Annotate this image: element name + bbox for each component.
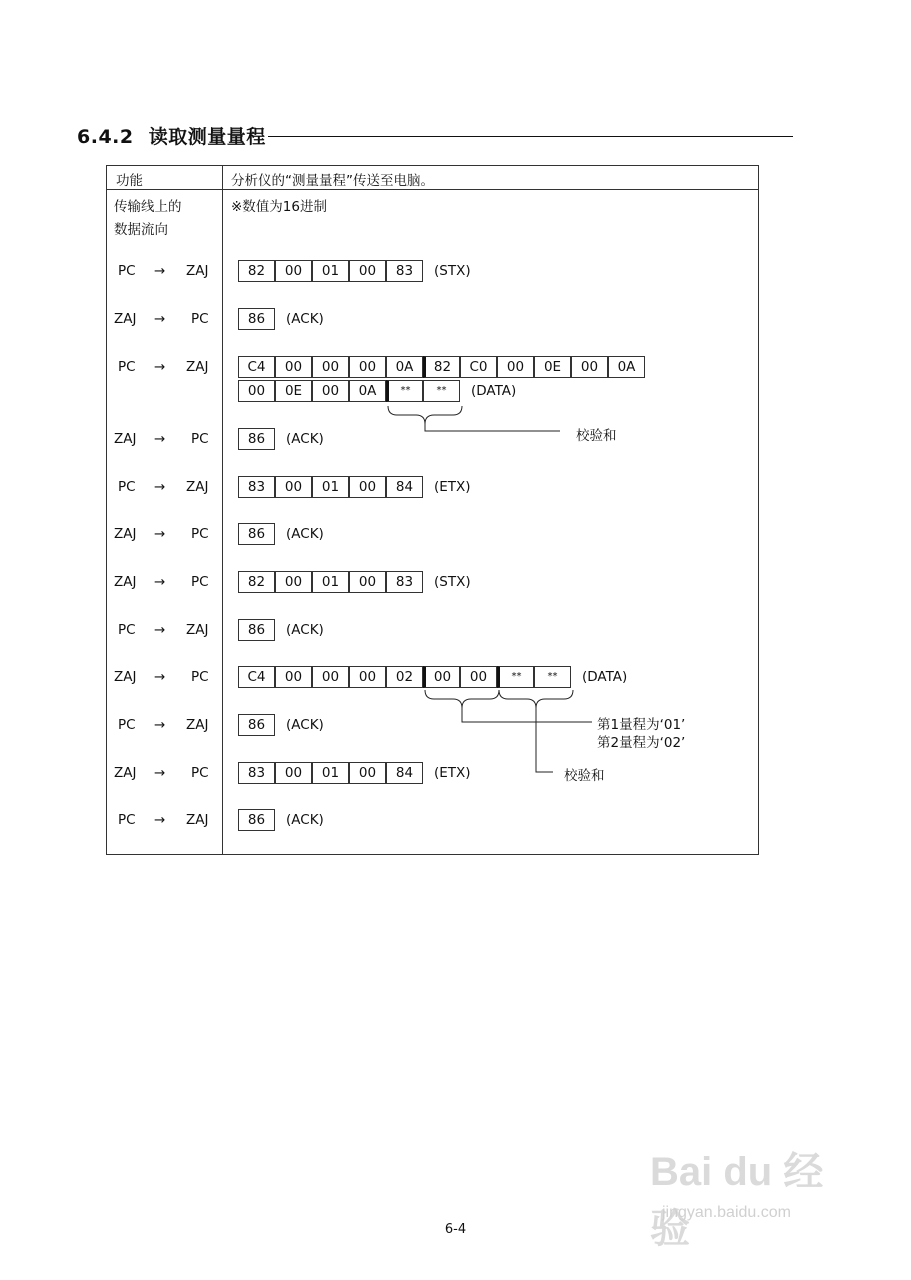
byte-cell: 0A bbox=[608, 356, 645, 378]
flow-source: ZAJ bbox=[114, 574, 137, 590]
flow-arrow: → bbox=[154, 574, 166, 590]
checksum-brace-1 bbox=[388, 406, 462, 424]
byte-cell: ** bbox=[497, 666, 534, 688]
byte-cell: 00 bbox=[349, 762, 386, 784]
flow-arrow: → bbox=[154, 765, 166, 781]
byte-cell: 0E bbox=[275, 380, 312, 402]
byte-cell: 00 bbox=[312, 666, 349, 688]
frame-type-label: (ACK) bbox=[286, 812, 324, 828]
flow-source: ZAJ bbox=[114, 311, 137, 327]
byte-cell: 86 bbox=[238, 523, 275, 545]
byte-cell: ** bbox=[534, 666, 571, 688]
byte-cell: 84 bbox=[386, 476, 423, 498]
byte-cell: 00 bbox=[275, 476, 312, 498]
frame-type-label: (ACK) bbox=[286, 431, 324, 447]
flow-target: PC bbox=[191, 526, 209, 542]
flow-source: PC bbox=[118, 263, 136, 279]
byte-cell: 0E bbox=[534, 356, 571, 378]
frame-type-label: (STX) bbox=[434, 263, 471, 279]
byte-cell: 0A bbox=[386, 356, 423, 378]
watermark-url: jingyan.baidu.com bbox=[662, 1204, 791, 1221]
flow-arrow: → bbox=[154, 669, 166, 685]
byte-cell: 00 bbox=[275, 260, 312, 282]
watermark-logo: Bai du 经验 bbox=[650, 1150, 824, 1251]
checksum-leader-2 bbox=[536, 708, 553, 772]
flow-target: PC bbox=[191, 765, 209, 781]
byte-cell: ** bbox=[386, 380, 423, 402]
flow-target: PC bbox=[191, 431, 209, 447]
byte-cell: 00 bbox=[497, 356, 534, 378]
checksum-leader-1 bbox=[425, 424, 560, 431]
frame-type-label: (ACK) bbox=[286, 526, 324, 542]
byte-cell: 00 bbox=[349, 571, 386, 593]
hex-note: ※数值为16进制 bbox=[231, 199, 327, 215]
flow-source: PC bbox=[118, 717, 136, 733]
flow-label-line2: 数据流向 bbox=[114, 222, 168, 238]
byte-cell: 01 bbox=[312, 762, 349, 784]
header-description: 分析仪的“测量量程”传送至电脑。 bbox=[231, 173, 434, 189]
byte-cell: 00 bbox=[349, 260, 386, 282]
flow-target: ZAJ bbox=[186, 263, 209, 279]
page-number: 6-4 bbox=[444, 1222, 467, 1237]
flow-target: ZAJ bbox=[186, 622, 209, 638]
flow-target: PC bbox=[191, 574, 209, 590]
byte-cell: 01 bbox=[312, 260, 349, 282]
byte-cell: 86 bbox=[238, 809, 275, 831]
flow-source: PC bbox=[118, 359, 136, 375]
byte-cell: 82 bbox=[238, 571, 275, 593]
byte-cell: 83 bbox=[238, 476, 275, 498]
flow-target: ZAJ bbox=[186, 479, 209, 495]
byte-cell: 02 bbox=[386, 666, 423, 688]
byte-cell: 86 bbox=[238, 714, 275, 736]
flow-source: ZAJ bbox=[114, 765, 137, 781]
frame-type-label: (DATA) bbox=[471, 383, 517, 399]
section-number: 6.4.2 bbox=[77, 126, 134, 148]
byte-cell: 82 bbox=[238, 260, 275, 282]
frame-type-label: (ACK) bbox=[286, 622, 324, 638]
flow-source: PC bbox=[118, 479, 136, 495]
frame-type-label: (ACK) bbox=[286, 311, 324, 327]
byte-cell: 00 bbox=[275, 666, 312, 688]
checksum-label-1: 校验和 bbox=[576, 428, 617, 444]
flow-arrow: → bbox=[154, 263, 166, 279]
flow-label-line1: 传输线上的 bbox=[114, 199, 182, 215]
range-note-line2: 第2量程为‘02’ bbox=[597, 735, 686, 751]
byte-cell: 00 bbox=[571, 356, 608, 378]
byte-cell: 00 bbox=[460, 666, 497, 688]
flow-arrow: → bbox=[154, 717, 166, 733]
section-title: 读取测量量程 bbox=[148, 126, 266, 148]
byte-cell: C0 bbox=[460, 356, 497, 378]
flow-arrow: → bbox=[154, 431, 166, 447]
range-leader bbox=[462, 708, 592, 722]
byte-cell: 00 bbox=[275, 571, 312, 593]
flow-arrow: → bbox=[154, 359, 166, 375]
flow-source: ZAJ bbox=[114, 431, 137, 447]
byte-cell: 00 bbox=[312, 380, 349, 402]
flow-target: PC bbox=[191, 311, 209, 327]
checksum-brace-2 bbox=[499, 690, 573, 708]
flow-arrow: → bbox=[154, 812, 166, 828]
byte-cell: 86 bbox=[238, 619, 275, 641]
byte-cell: 84 bbox=[386, 762, 423, 784]
flow-target: ZAJ bbox=[186, 359, 209, 375]
byte-cell: ** bbox=[423, 380, 460, 402]
byte-cell: 00 bbox=[423, 666, 460, 688]
range-note-line1: 第1量程为‘01’ bbox=[597, 717, 686, 733]
byte-cell: 01 bbox=[312, 476, 349, 498]
byte-cell: 00 bbox=[238, 380, 275, 402]
range-brace bbox=[425, 690, 499, 708]
checksum-label-2: 校验和 bbox=[564, 768, 605, 784]
watermark bbox=[650, 1140, 860, 1251]
byte-cell: 00 bbox=[312, 356, 349, 378]
byte-cell: 00 bbox=[349, 476, 386, 498]
flow-arrow: → bbox=[154, 622, 166, 638]
frame-type-label: (DATA) bbox=[582, 669, 628, 685]
frame-type-label: (STX) bbox=[434, 574, 471, 590]
byte-cell: 83 bbox=[386, 260, 423, 282]
flow-source: PC bbox=[118, 622, 136, 638]
byte-cell: C4 bbox=[238, 356, 275, 378]
byte-cell: 0A bbox=[349, 380, 386, 402]
frame-type-label: (ACK) bbox=[286, 717, 324, 733]
flow-source: ZAJ bbox=[114, 526, 137, 542]
flow-arrow: → bbox=[154, 526, 166, 542]
flow-target: PC bbox=[191, 669, 209, 685]
byte-cell: 86 bbox=[238, 308, 275, 330]
flow-source: PC bbox=[118, 812, 136, 828]
frame-type-label: (ETX) bbox=[434, 479, 471, 495]
byte-cell: 00 bbox=[275, 762, 312, 784]
byte-cell: 82 bbox=[423, 356, 460, 378]
flow-arrow: → bbox=[154, 311, 166, 327]
frame-type-label: (ETX) bbox=[434, 765, 471, 781]
flow-target: ZAJ bbox=[186, 717, 209, 733]
byte-cell: C4 bbox=[238, 666, 275, 688]
flow-arrow: → bbox=[154, 479, 166, 495]
header-function-label: 功能 bbox=[116, 173, 143, 189]
byte-cell: 83 bbox=[238, 762, 275, 784]
byte-cell: 00 bbox=[275, 356, 312, 378]
byte-cell: 86 bbox=[238, 428, 275, 450]
byte-cell: 83 bbox=[386, 571, 423, 593]
byte-cell: 00 bbox=[349, 356, 386, 378]
flow-source: ZAJ bbox=[114, 669, 137, 685]
byte-cell: 01 bbox=[312, 571, 349, 593]
flow-target: ZAJ bbox=[186, 812, 209, 828]
byte-cell: 00 bbox=[349, 666, 386, 688]
